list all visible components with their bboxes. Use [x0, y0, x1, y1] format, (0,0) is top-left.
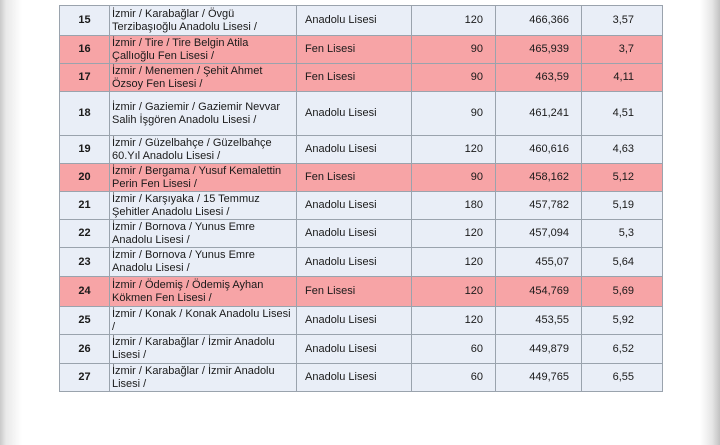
base-score: 457,782 — [496, 192, 582, 220]
percentile: 3,7 — [582, 36, 663, 64]
school-name: İzmir / Karabağlar / İzmir Anadolu Lisesi / — [110, 364, 297, 392]
quota: 120 — [412, 220, 496, 248]
row-number: 15 — [60, 6, 110, 36]
row-number: 25 — [60, 307, 110, 335]
school-name: İzmir / Güzelbahçe / Güzelbahçe 60.Yıl Anadolu Lisesi / — [110, 136, 297, 164]
base-score: 453,55 — [496, 307, 582, 335]
school-name: İzmir / Bornova / Yunus Emre Anadolu Lisesi / — [110, 248, 297, 277]
percentile: 4,51 — [582, 92, 663, 136]
row-number: 20 — [60, 164, 110, 192]
table-row — [60, 220, 663, 248]
base-score: 455,07 — [496, 248, 582, 277]
table-row — [60, 6, 663, 36]
school-name: İzmir / Karabağlar / İzmir Anadolu Lisesi / — [110, 335, 297, 364]
row-number: 22 — [60, 220, 110, 248]
row-number: 23 — [60, 248, 110, 277]
row-number: 26 — [60, 335, 110, 364]
school-type: Fen Lisesi — [297, 277, 412, 307]
percentile: 3,57 — [582, 6, 663, 36]
table-row — [60, 364, 663, 392]
percentile: 5,12 — [582, 164, 663, 192]
base-score: 449,879 — [496, 335, 582, 364]
base-score: 458,162 — [496, 164, 582, 192]
school-name: İzmir / Karşıyaka / 15 Temmuz Şehitler Anadolu Lisesi / — [110, 192, 297, 220]
school-name: İzmir / Bergama / Yusuf Kemalettin Perin Fen Lisesi / — [110, 164, 297, 192]
row-number: 19 — [60, 136, 110, 164]
quota: 120 — [412, 307, 496, 335]
base-score: 454,769 — [496, 277, 582, 307]
quota: 90 — [412, 36, 496, 64]
base-score: 465,939 — [496, 36, 582, 64]
row-number: 21 — [60, 192, 110, 220]
base-score: 460,616 — [496, 136, 582, 164]
quota: 90 — [412, 164, 496, 192]
percentile: 5,92 — [582, 307, 663, 335]
school-type: Anadolu Lisesi — [297, 307, 412, 335]
school-type: Anadolu Lisesi — [297, 92, 412, 136]
table-row — [60, 192, 663, 220]
percentile: 4,63 — [582, 136, 663, 164]
school-type: Fen Lisesi — [297, 164, 412, 192]
base-score: 457,094 — [496, 220, 582, 248]
school-type: Fen Lisesi — [297, 36, 412, 64]
percentile: 5,19 — [582, 192, 663, 220]
table-row — [60, 136, 663, 164]
school-type: Anadolu Lisesi — [297, 364, 412, 392]
school-type: Anadolu Lisesi — [297, 6, 412, 36]
school-name: İzmir / Gaziemir / Gaziemir Nevvar Salih İşgören Anadolu Lisesi / — [110, 92, 297, 136]
quota: 120 — [412, 277, 496, 307]
base-score: 463,59 — [496, 64, 582, 92]
percentile: 6,55 — [582, 364, 663, 392]
percentile: 5,3 — [582, 220, 663, 248]
school-name: İzmir / Ödemiş / Ödemiş Ayhan Kökmen Fen Lisesi / — [110, 277, 297, 307]
school-type: Anadolu Lisesi — [297, 248, 412, 277]
table-row — [60, 248, 663, 277]
quota: 120 — [412, 248, 496, 277]
percentile: 4,11 — [582, 64, 663, 92]
row-number: 17 — [60, 64, 110, 92]
table-row — [60, 92, 663, 136]
row-number: 18 — [60, 92, 110, 136]
quota: 90 — [412, 92, 496, 136]
row-number: 16 — [60, 36, 110, 64]
percentile: 5,64 — [582, 248, 663, 277]
base-score: 449,765 — [496, 364, 582, 392]
base-score: 466,366 — [496, 6, 582, 36]
quota: 60 — [412, 364, 496, 392]
school-type: Anadolu Lisesi — [297, 136, 412, 164]
quota: 60 — [412, 335, 496, 364]
row-number: 24 — [60, 277, 110, 307]
quota: 180 — [412, 192, 496, 220]
table-row — [60, 164, 663, 192]
school-name: İzmir / Bornova / Yunus Emre Anadolu Lisesi / — [110, 220, 297, 248]
table-row — [60, 277, 663, 307]
school-name: İzmir / Konak / Konak Anadolu Lisesi / — [110, 307, 297, 335]
row-number: 27 — [60, 364, 110, 392]
school-name: İzmir / Karabağlar / Övgü Terzibaşıoğlu Anadolu Lisesi / — [110, 6, 297, 36]
table-row — [60, 64, 663, 92]
table-row — [60, 36, 663, 64]
school-name: İzmir / Tire / Tire Belgin Atila Çallıoğlu Fen Lisesi / — [110, 36, 297, 64]
table-body — [60, 6, 663, 392]
table-row — [60, 335, 663, 364]
school-ranking-table — [59, 5, 663, 392]
school-type: Fen Lisesi — [297, 64, 412, 92]
percentile: 5,69 — [582, 277, 663, 307]
quota: 120 — [412, 136, 496, 164]
school-type: Anadolu Lisesi — [297, 192, 412, 220]
school-type: Anadolu Lisesi — [297, 220, 412, 248]
percentile: 6,52 — [582, 335, 663, 364]
table-row — [60, 307, 663, 335]
school-name: İzmir / Menemen / Şehit Ahmet Özsoy Fen Lisesi / — [110, 64, 297, 92]
quota: 90 — [412, 64, 496, 92]
base-score: 461,241 — [496, 92, 582, 136]
quota: 120 — [412, 6, 496, 36]
school-type: Anadolu Lisesi — [297, 335, 412, 364]
